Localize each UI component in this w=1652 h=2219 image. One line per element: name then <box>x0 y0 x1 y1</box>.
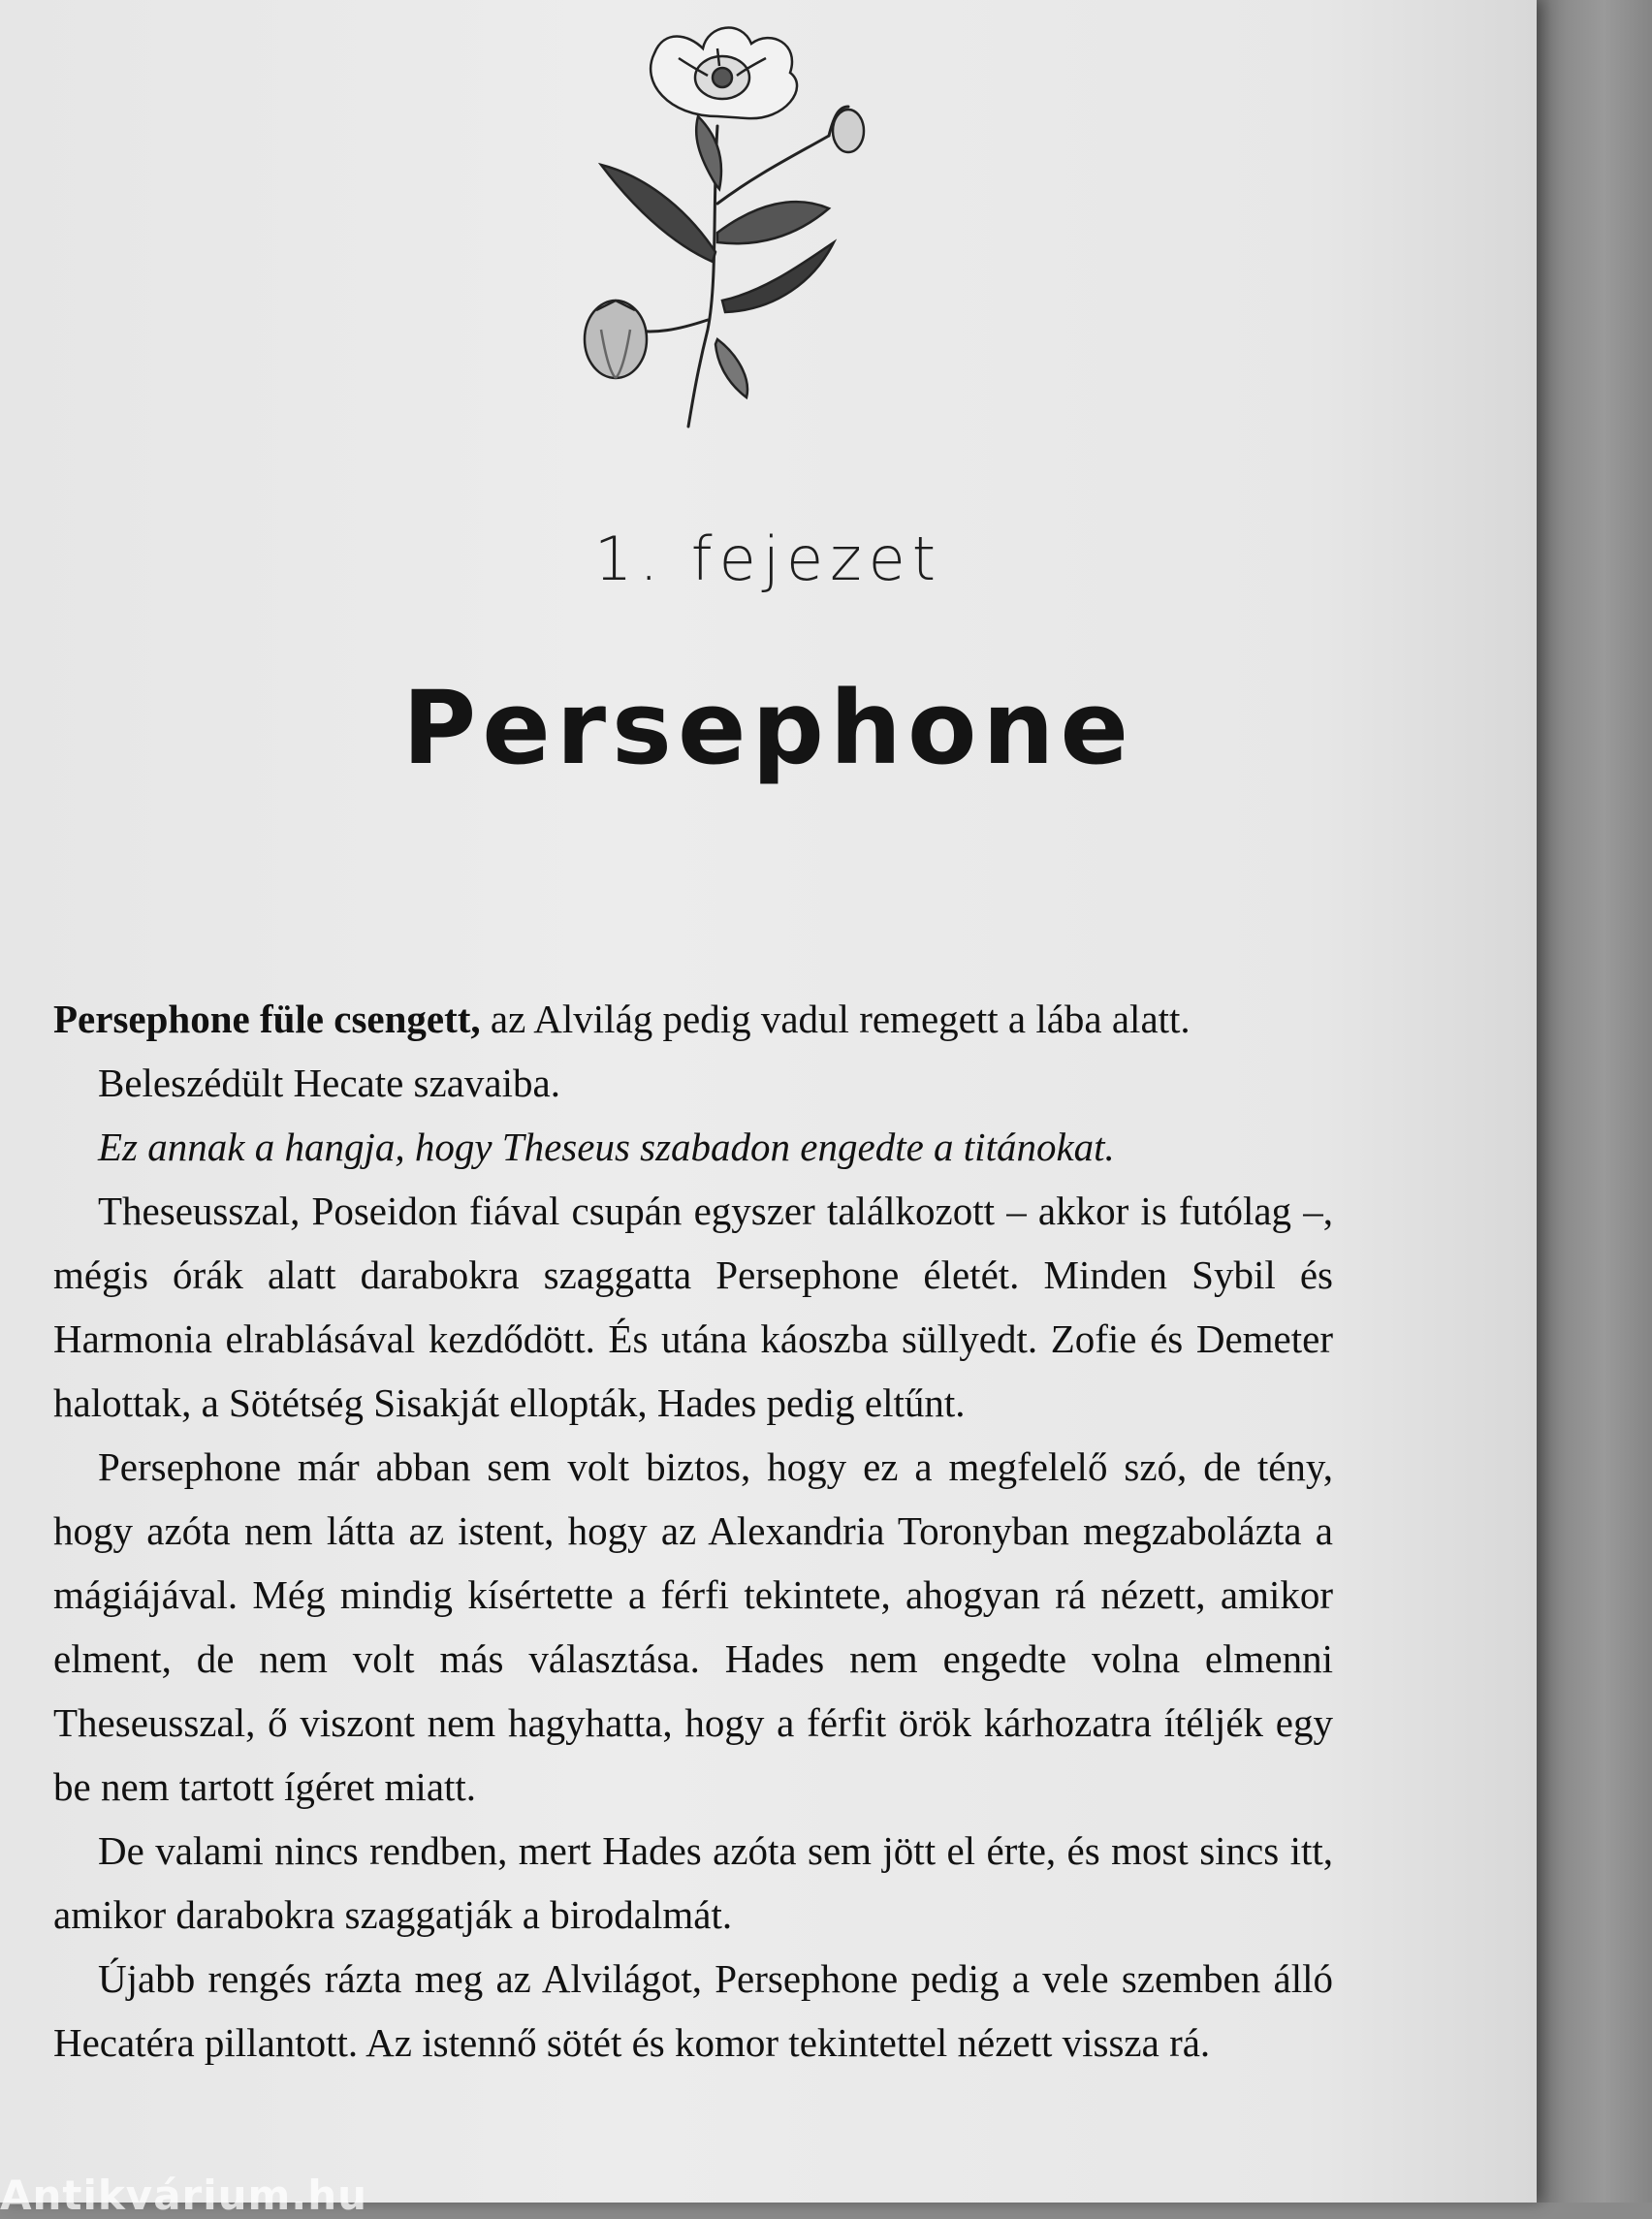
paragraph-4: Theseusszal, Poseidon fiával csupán egyszer találkozott – akkor is futólag –, mégis órák alatt darabokra szaggatta Persephone életét. Minden Sybil és Harmonia elrablásával kezdődött. És utána káoszba süllyedt. Zofie és Demeter halottak, a Sötétség Sisakját ellopták, Hades pedig eltűnt. <box>53 1189 1333 1425</box>
adjacent-page-edge <box>1532 0 1652 2203</box>
chapter-body <box>53 987 1333 2075</box>
paragraph-2: Beleszédült Hecate szavaiba. <box>98 1061 560 1105</box>
paragraph-text: az Alvilág pedig vadul remegett a lába alatt. <box>480 997 1191 1041</box>
watermark: Antikvárium.hu <box>0 2171 368 2219</box>
paragraph-lead: Persephone füle csengett, <box>53 997 481 1041</box>
paragraph-3-italic: Ez annak a hangja, hogy Theseus szabadon engedte a titánokat. <box>98 1125 1115 1169</box>
paragraph-6: De valami nincs rendben, mert Hades azóta sem jött el érte, és most sincs itt, amikor darabokra szaggatják a birodalmát. <box>53 1828 1333 1937</box>
poppy-flower-illustration <box>572 10 882 436</box>
paragraph-7: Újabb rengés rázta meg az Alvilágot, Persephone pedig a vele szemben álló Hecatéra pillantott. Az istennő sötét és komor tekintettel nézett vissza rá. <box>53 1956 1333 2065</box>
paragraph-5: Persephone már abban sem volt biztos, hogy ez a megfelelő szó, de tény, hogy azóta nem látta az istent, hogy az Alexandria Toronyban megzabolázta a mágiájával. Még mindig kísértette a férfi tekintete, ahogyan rá nézett, amikor elment, de nem volt más választása. Hades nem engedte volna elmenni Theseusszal, ő viszont nem hagyhatta, hogy a férfit örök kárhozatra ítéljék egy be nem tartott ígéret miatt. <box>53 1444 1333 1809</box>
chapter-number: 1. fejezet <box>593 523 943 594</box>
chapter-title: Persephone <box>402 669 1134 787</box>
paragraph-1 <box>53 987 1333 1051</box>
